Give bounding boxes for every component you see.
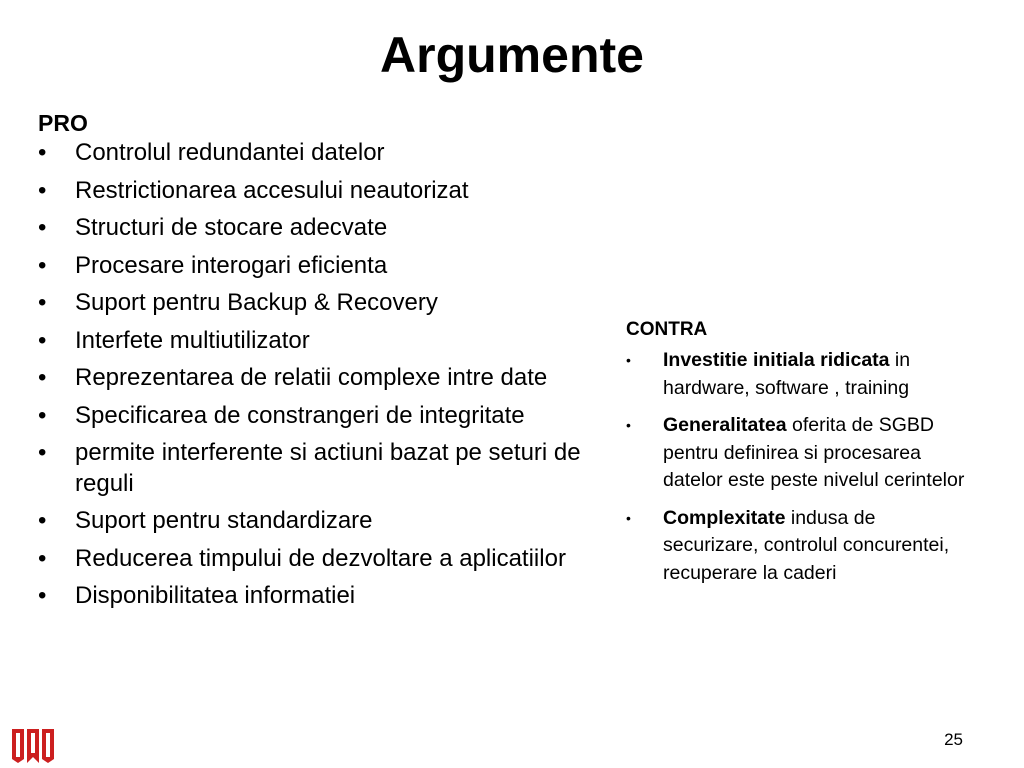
list-item-text: oferita de SGBD pentru definirea si procesarea datelor este peste nivelul cerintelor [663,414,965,491]
pro-section [38,108,598,619]
list-item-text: indusa de securizare, controlul concurentei, recuperare la caderi [663,506,950,584]
list-item-text: Restrictionarea accesului neautorizat [75,176,469,204]
bullet: • [38,289,47,316]
list-item-text: Structuri de stocare adecvate [75,214,388,241]
bullet: • [38,326,47,354]
list-item [626,505,966,588]
list-item-text: Interfete multiutilizator [75,326,310,354]
bullet: • [38,544,47,572]
bullet: • [38,176,47,204]
list-item-text: Reprezentarea de relatii complexe intre date [75,364,548,391]
bullet: • [38,364,47,391]
bullet: • [38,251,47,279]
bullet: • [38,582,47,609]
bullet: • [38,214,47,241]
list-item [626,412,966,495]
list-item-text: in hardware, software , training [663,349,911,399]
list-item [38,251,598,282]
list-item [626,347,966,402]
bullet: • [626,509,631,526]
list-item [38,544,598,575]
bullet: • [38,139,47,166]
list-item-text: Specificarea de constrangeri de integritate [75,401,525,429]
list-item-text: Controlul redundantei datelor [75,139,385,166]
list-item [38,581,598,612]
university-logo-icon [10,727,56,765]
bullet: • [38,439,47,466]
bullet: • [38,507,47,534]
list-item-bold-text: Generalitatea [663,414,787,436]
list-item [38,363,598,394]
pro-list [38,138,598,612]
list-item [38,506,598,537]
list-item-text: Reducerea timpului de dezvoltare a aplicatiilor [75,544,566,572]
list-item-text: permite interferente si actiuni bazat pe seturi de reguli [75,439,581,497]
list-item [38,288,598,319]
list-item-bold-text: Complexitate [663,506,786,529]
contra-heading: CONTRA [626,319,708,340]
list-item [38,138,598,169]
list-item [38,401,598,432]
page-number: 25 [944,730,963,749]
list-item-bold-text: Investitie initiala ridicata [663,349,890,371]
slide-title: Argumente [380,27,644,83]
list-item [38,326,598,357]
bullet: • [626,417,631,433]
list-item-text: Suport pentru standardizare [75,507,373,534]
contra-section [626,317,966,597]
list-item [38,176,598,207]
pro-heading: PRO [38,110,88,136]
bullet: • [626,352,631,368]
list-item-text: Suport pentru Backup & Recovery [75,289,438,316]
list-item-text: Procesare interogari eficienta [75,251,388,279]
list-item-text: Disponibilitatea informatiei [75,582,356,609]
list-item [38,438,598,499]
bullet: • [38,401,47,429]
contra-list [626,347,966,587]
list-item [38,213,598,244]
